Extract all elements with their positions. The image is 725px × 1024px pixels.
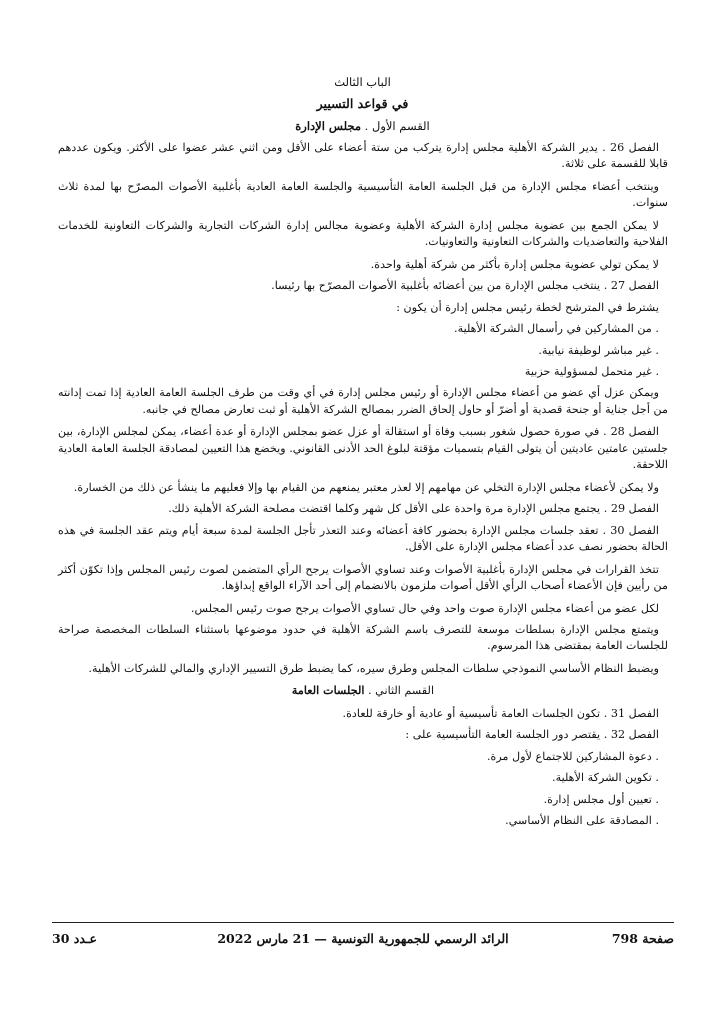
article-26: الفصل 26 . يدير الشركة الأهلية مجلس إدارة يتركب من ستة أعضاء على الأقل ومن اثني عشر عضوا على الأكثر. ويكون عددهم قابلا للقسمة على ثلاثة. bbox=[58, 141, 668, 171]
list-item: . تعيين أول مجلس إدارة. bbox=[543, 792, 659, 806]
article-32: الفصل 32 . يقتصر دور الجلسة العامة التأسيسية على : bbox=[405, 728, 659, 742]
list-item: . المصادقة على النظام الأساسي. bbox=[505, 813, 659, 827]
section-label: القسم الأول bbox=[371, 119, 430, 133]
section-2-title: الجلسات العامة bbox=[291, 683, 365, 698]
chapter-heading: الباب الثالث bbox=[334, 75, 391, 89]
issue-number: عـدد 30 bbox=[52, 931, 98, 946]
section-2-label: القسم الثاني bbox=[375, 684, 435, 698]
paragraph: ويضبط النظام الأساسي النموذجي سلطات المجلس وطرق سيره، كما يضبط طرق التسيير الإداري والمالي للشركات الأهلية. bbox=[88, 662, 659, 676]
paragraph: لكل عضو من أعضاء مجلس الإدارة صوت واحد وفي حال تساوي الأصوات يرجح صوت رئيس المجلس. bbox=[190, 601, 659, 615]
paragraph: يشترط في المترشح لخطة رئيس مجلس إدارة أن يكون : bbox=[396, 300, 659, 314]
article-29: الفصل 29 . يجتمع مجلس الإدارة مرة واحدة على الأقل كل شهر وكلما اقتضت مصلحة الشركة الأهلية ذلك. bbox=[168, 502, 659, 516]
paragraph: ولا يمكن لأعضاء مجلس الإدارة التخلي عن مهامهم إلا لعذر معتبر يمنعهم من القيام بها وإلا فعليهم ما ينشأ عن ذلك من الخسارة. bbox=[73, 480, 659, 494]
paragraph: تتخذ القرارات في مجلس الإدارة بأغلبية الأصوات وعند تساوي الأصوات يرجح الرأي المتضمن لصوت رئيس المجلس وإذا تكوّن أكثر من رأيين فإن الأعضاء أصحاب الرأي الأقل أصوات ملزمون بالانضمام إلى أحد الآراء الواقع إبداؤها. bbox=[58, 562, 668, 593]
chapter-title: في قواعد التسيير bbox=[316, 96, 409, 111]
gazette-title: الرائد الرسمي للجمهورية التونسية — 21 مارس 2022 bbox=[217, 931, 509, 946]
list-item: . غير مباشر لوظيفة نيابية. bbox=[538, 343, 659, 357]
paragraph: لا يمكن تولي عضوية مجلس إدارة بأكثر من شركة أهلية واحدة. bbox=[370, 258, 659, 271]
paragraph: ويتمتع مجلس الإدارة بسلطات موسعة للتصرف باسم الشركة الأهلية في حدود موضوعها باستثناء السلطات المخصصة صراحة للجلسات العامة بمقتضى هذا المرسوم. bbox=[58, 623, 668, 653]
article-27: الفصل 27 . ينتخب مجلس الإدارة من بين أعضائه بأغلبية الأصوات المصرّح بها رئيسا. bbox=[271, 279, 659, 293]
section-title: مجلس الإدارة bbox=[295, 119, 361, 133]
footer-divider bbox=[52, 922, 674, 923]
section-2-separator: . bbox=[368, 684, 372, 698]
paragraph: وينتخب أعضاء مجلس الإدارة من قبل الجلسة العامة التأسيسية والجلسة العامة العادية بأغلبية الأصوات المصرّح بها لمدة ثلاث سنوات. bbox=[58, 180, 668, 210]
body-text bbox=[58, 140, 668, 834]
list-item: . تكوين الشركة الأهلية. bbox=[552, 771, 659, 785]
article-28: الفصل 28 . في صورة حصول شغور بسبب وفاة أو استقالة أو عزل عضو بمجلس الإدارة أو عدة أعضاء، يمكن لمجلس الإدارة، بين جلستين عامتين عاديتين أن يتولى القيام بتسميات مؤقتة لبلوغ الحد الأدنى القانوني. ويخضع هذا التعيين لمصادقة الجلسة العامة العادية اللاحقة. bbox=[58, 425, 668, 472]
section-2-heading bbox=[58, 682, 668, 699]
article-31: الفصل 31 . تكون الجلسات العامة تأسيسية أو عادية أو خارقة للعادة. bbox=[342, 706, 659, 720]
article-30: الفصل 30 . تعقد جلسات مجلس الإدارة بحضور كافة أعضائه وعند التعذر تأجل الجلسة لمدة سبعة أيام ويتم عقد الجلسة في هذه الحالة بحضور نصف عدد أعضاء مجلس الإدارة على الأقل. bbox=[58, 523, 668, 554]
list-item: . دعوة المشاركين للاجتماع لأول مرة. bbox=[486, 749, 659, 763]
paragraph: لا يمكن الجمع بين عضوية مجلس إدارة الشركة الأهلية وعضوية مجالس إدارة الشركات التجارية والشركات التعاونية للخدمات الفلاحية والتعاضديات والشركات التعاونية والتعاونيات. bbox=[58, 219, 668, 249]
page-number: صفحة 798 bbox=[611, 931, 674, 946]
section-separator: . bbox=[364, 119, 369, 133]
list-item: . من المشاركين في رأسمال الشركة الأهلية. bbox=[454, 322, 659, 336]
list-item: . غير متحمل لمسؤولية حزبية bbox=[524, 365, 659, 379]
paragraph: ويمكن عزل أي عضو من أعضاء مجلس الإدارة أو رئيس مجلس إدارة في أي وقت من طرف الجلسة العامة العادية إذا تمت إدانته من أجل جناية أو جنحة قصدية أو أضرّ أو حاول إلحاق الضرر بمصالح الشركة الأهلية أو ثبت تعارض مصالح في جانبه. bbox=[58, 386, 668, 416]
section-heading bbox=[0, 118, 725, 134]
